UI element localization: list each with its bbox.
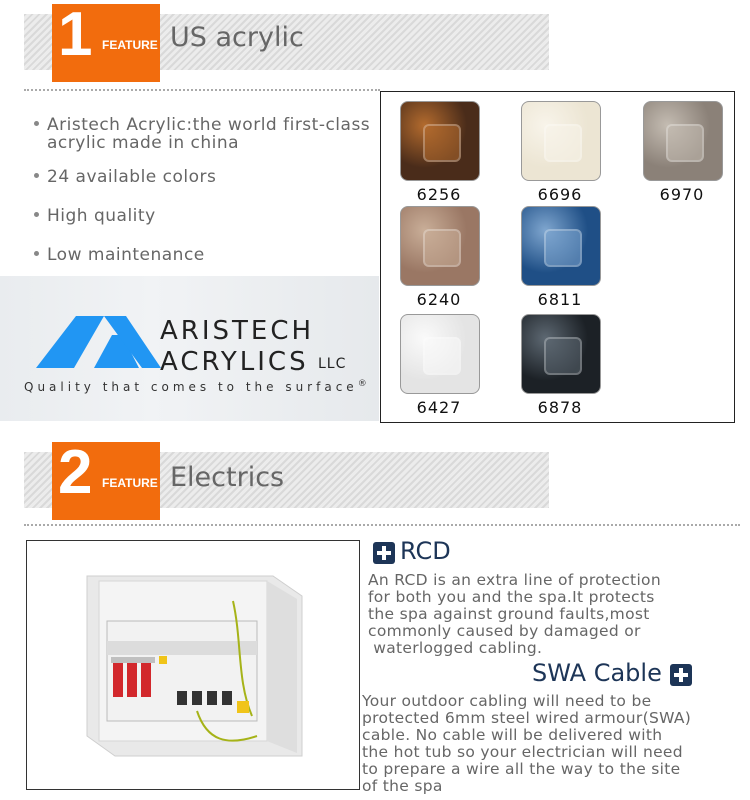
feature-item-colors: 24 available colors	[34, 168, 216, 186]
logo-tagline: Quality that comes to the surface®	[24, 379, 367, 394]
rcd-description: An RCD is an extra line of protection for both you and the spa.It protects the spa against ground faults,most commonly caused by damaged or waterlogged cabling.	[368, 571, 661, 657]
section1-divider	[24, 89, 380, 91]
swatch-tub-inner	[423, 124, 461, 162]
swatch-tub-inner	[544, 229, 582, 267]
color-swatch-6427	[400, 314, 480, 394]
bullet-icon	[34, 121, 39, 126]
swa-cable-description: Your outdoor cabling will need to be protected 6mm steel wired armour(SWA) cable. No cable will be delivered with the hot tub so your electrician will need to prepare a wire all the way to the site of the spa	[362, 692, 692, 795]
swatch-code: 6256	[416, 185, 462, 204]
color-swatch-6878	[521, 314, 601, 394]
swa-cable-title: SWA Cable	[532, 659, 662, 687]
section2-feature-label: FEATURE	[102, 476, 158, 490]
rcd-plus-icon	[373, 542, 395, 564]
logo-name-line1: ARISTECH	[160, 316, 315, 346]
swatch-code: 6811	[537, 290, 583, 309]
aristech-logo-block	[0, 276, 379, 421]
feature-item-maintenance: Low maintenance	[34, 246, 205, 264]
swatch-code: 6970	[659, 185, 705, 204]
consumer-unit-photo	[26, 540, 360, 790]
color-swatch-6256	[400, 101, 480, 181]
section1-feature-label: FEATURE	[102, 38, 158, 52]
rcd-title: RCD	[400, 537, 451, 565]
color-swatch-6811	[521, 206, 601, 286]
swatch-tub-inner	[544, 124, 582, 162]
bullet-icon	[34, 251, 39, 256]
section1-badge	[52, 0, 160, 82]
feature-item-quality: High quality	[34, 207, 156, 225]
logo-name-line2: ACRYLICS	[160, 347, 309, 377]
section2-divider	[24, 524, 740, 526]
section2-number: 2	[58, 438, 93, 507]
consumer-unit-image	[27, 541, 359, 789]
bullet-icon	[34, 212, 39, 217]
color-swatch-6696	[521, 101, 601, 181]
logo-suffix: LLC	[318, 356, 347, 372]
section1-title: US acrylic	[170, 22, 304, 53]
swatch-code: 6696	[537, 185, 583, 204]
swa-plus-icon	[670, 664, 692, 686]
section1-number: 1	[58, 0, 93, 69]
swatch-code: 6240	[416, 290, 462, 309]
swatch-tub-inner	[666, 124, 704, 162]
swatch-tub-inner	[544, 337, 582, 375]
color-swatch-panel	[380, 91, 735, 423]
feature-item-acrylic: Aristech Acrylic:the world first-class acrylic made in china	[34, 116, 370, 152]
section2-title: Electrics	[170, 462, 285, 493]
color-swatch-6970	[643, 101, 723, 181]
aristech-logo-icon	[36, 311, 161, 371]
swatch-tub-inner	[423, 337, 461, 375]
swatch-tub-inner	[423, 229, 461, 267]
bullet-icon	[34, 173, 39, 178]
swatch-code: 6427	[416, 398, 462, 417]
color-swatch-6240	[400, 206, 480, 286]
swatch-code: 6878	[537, 398, 583, 417]
section2-badge	[52, 438, 160, 520]
